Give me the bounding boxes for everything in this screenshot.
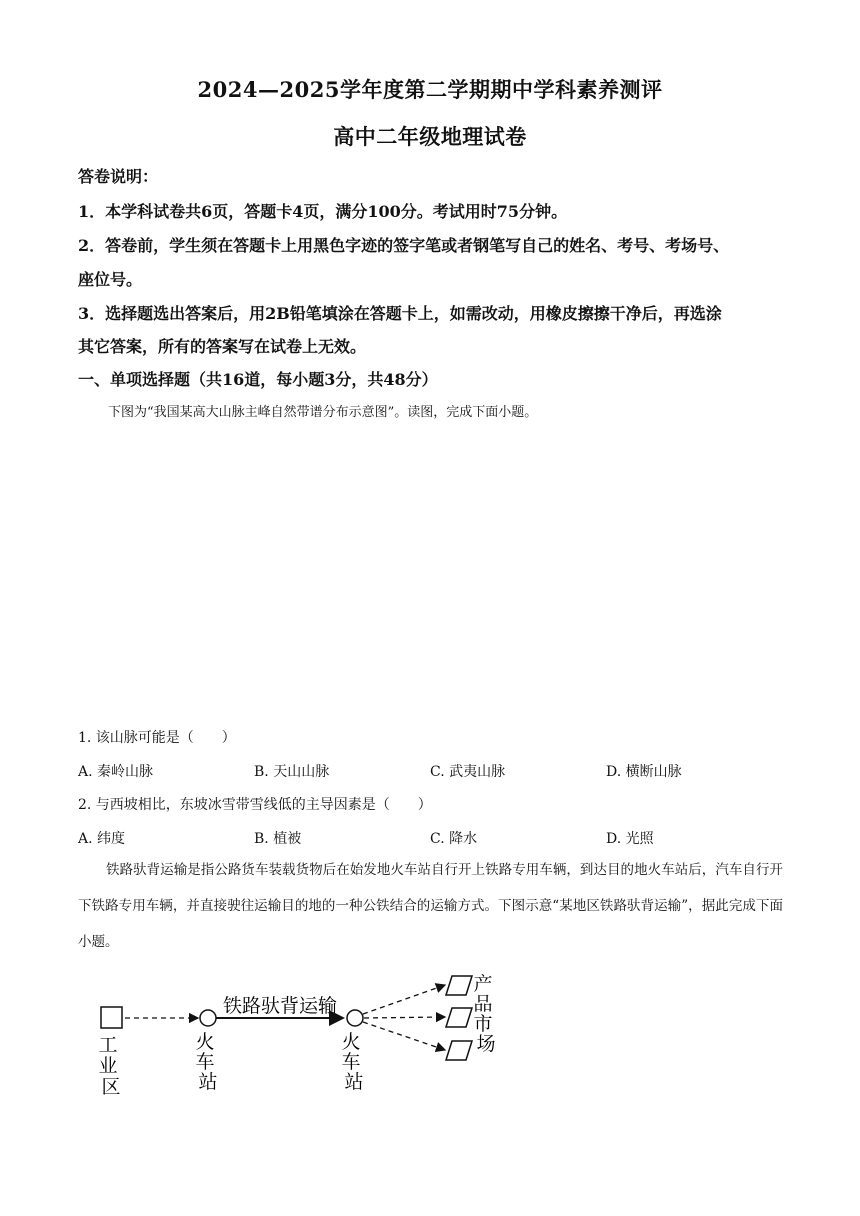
figure-placeholder [78,430,783,710]
question-2-option-d: D. 光照 [606,831,654,847]
market-parallelogram-bottom [446,1041,472,1060]
question-2-stem: 2. 与西坡相比，东坡冰雪带雪线低的主导因素是（ ） [78,797,432,813]
question-1-option-d: D. 横断山脉 [606,764,682,780]
question-1-stem: 1. 该山脉可能是（ ） [78,730,236,746]
instruction-item-3-line1: 3．选择题选出答案后，用2B铅笔填涂在答题卡上，如需改动，用橡皮擦擦干净后，再选涂 [78,304,722,323]
exam-title: 2024—2025学年度第二学期期中学科素养测评 [197,77,663,102]
exam-subtitle: 高中二年级地理试卷 [333,124,527,149]
market-parallelogram-mid [446,1008,472,1027]
product-market-label: 产 品 市 场 [473,973,496,1055]
station1-circle [200,1010,216,1026]
station2-label: 火 车 站 [341,1031,364,1093]
rail-label: 铁路驮背运输 [222,995,338,1017]
industrial-zone-label: 工 业 区 [98,1034,121,1098]
dashed-arrow-market-mid [364,1017,445,1018]
question-2-option-a: A. 纬度 [78,831,126,847]
station2-circle [347,1010,363,1026]
industrial-zone-box [101,1007,122,1028]
question-1-option-a: A. 秦岭山脉 [78,764,154,780]
dashed-arrow-market-bottom [363,1022,445,1050]
section-heading: 一、单项选择题（共16道，每小题3分，共48分） [78,370,438,389]
question-2-option-c: C. 降水 [430,831,478,847]
question-1-option-c: C. 武夷山脉 [430,764,506,780]
dashed-arrow-market-top [363,985,445,1014]
passage-text: 铁路驮背运输是指公路货车装载货物后在始发地火车站自行开上铁路专用车辆，到达目的地火车站后，汽车自行开下铁路专用车辆，并直接驶往运输目的地的一种公铁结合的运输方式。下图示意“某地区铁路驮背运输”，据此完成下面小题。 [78,862,783,950]
station1-label: 火 车 站 [195,1031,218,1093]
figure-intro-text: 下图为“我国某高大山脉主峰自然带谱分布示意图”。读图，完成下面小题。 [108,405,538,420]
question-2-option-b: B. 植被 [254,831,302,847]
instruction-item-2-line2: 座位号。 [78,270,143,289]
piggyback-transport-diagram [90,968,510,1098]
market-parallelogram-top [446,976,472,995]
instruction-item-1: 1．本学科试卷共6页，答题卡4页，满分100分。考试用时75分钟。 [78,202,568,221]
question-1-option-b: B. 天山山脉 [254,764,330,780]
instructions-heading: 答卷说明： [78,167,159,186]
instruction-item-2-line1: 2．答卷前，学生须在答题卡上用黑色字迹的签字笔或者钢笔写自己的姓名、考号、考场号、 [78,236,730,255]
instruction-item-3-line2: 其它答案，所有的答案写在试卷上无效。 [78,337,367,356]
